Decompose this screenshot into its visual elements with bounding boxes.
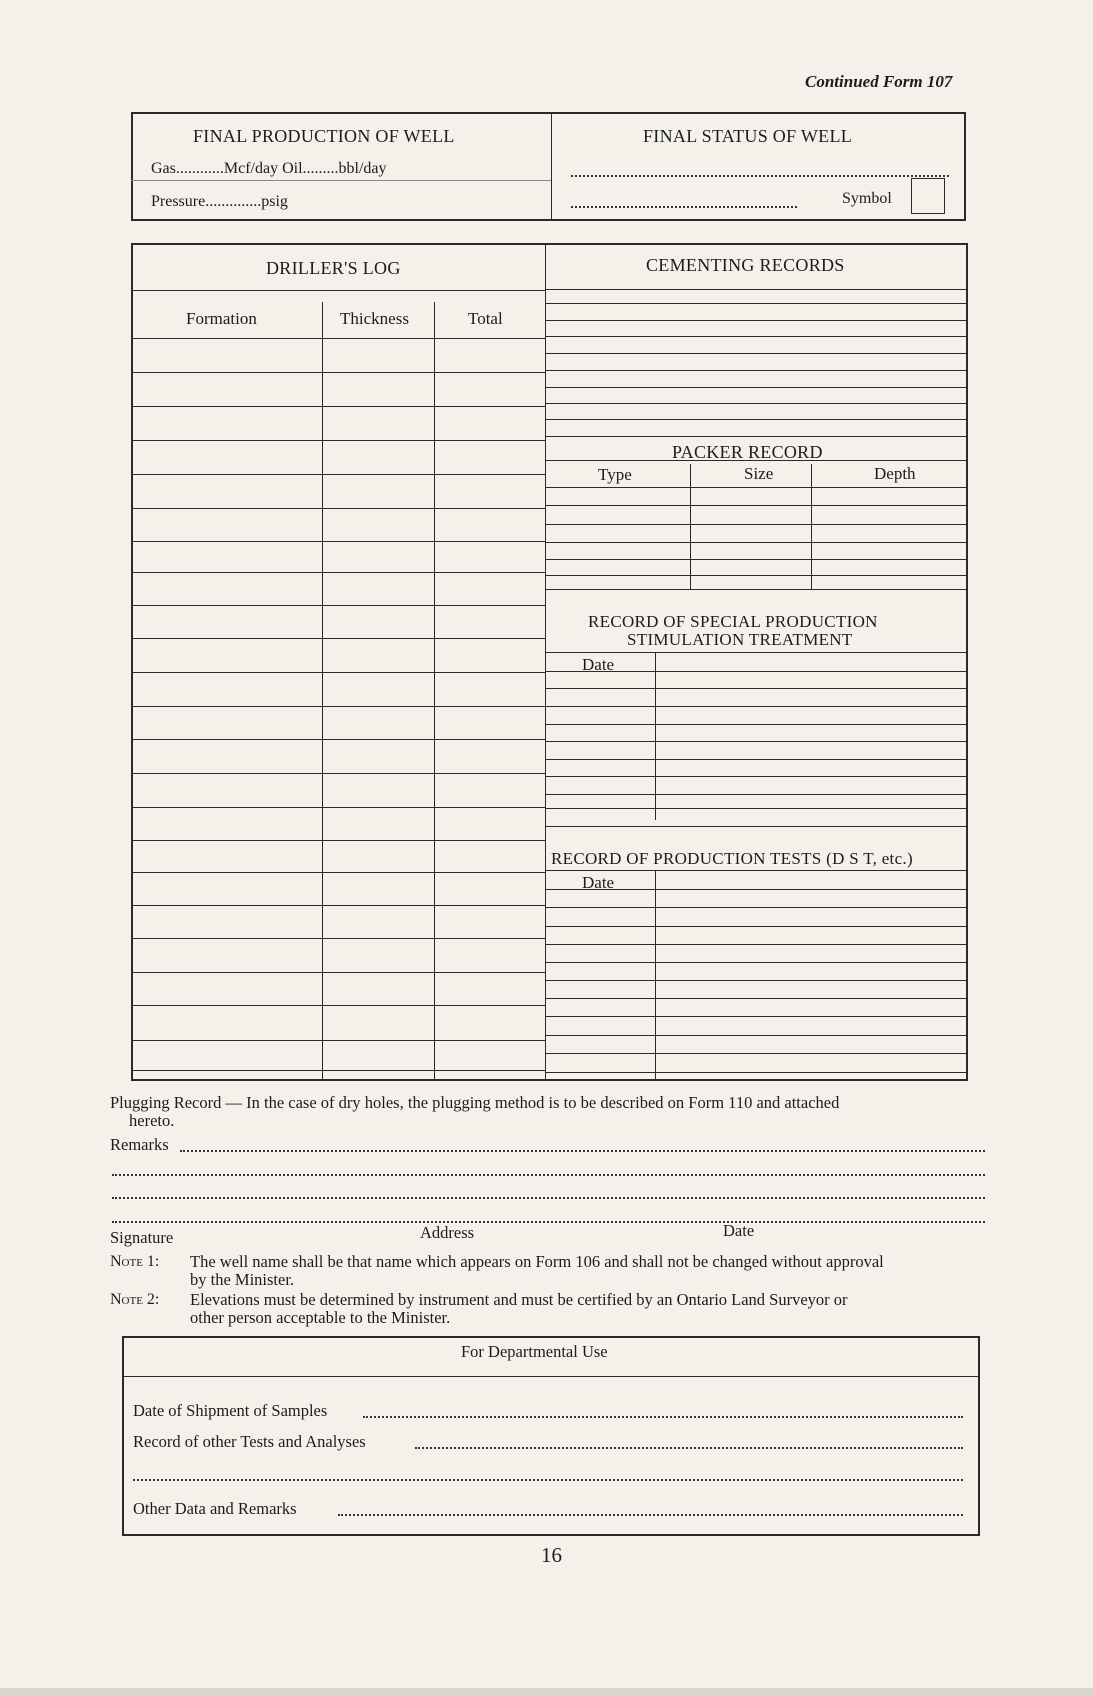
stimulation-row-line — [545, 652, 968, 653]
date-of-shipment-field[interactable] — [363, 1416, 963, 1418]
note-2-text: Elevations must be determined by instrument and must be certified by an Ontario Land Surveyor or — [190, 1290, 848, 1309]
address-label: Address — [420, 1223, 475, 1242]
main-center-divider — [545, 243, 546, 1081]
final-production-title: FINAL PRODUCTION OF WELL — [193, 126, 455, 146]
production-test-row-line — [545, 1053, 968, 1054]
note-1-text: The well name shall be that name which appears on Form 106 and shall not be changed without approval — [190, 1252, 884, 1271]
packer-depth-header: Depth — [874, 464, 916, 483]
production-test-row-line — [545, 998, 968, 999]
other-tests-field-2[interactable] — [133, 1479, 963, 1481]
packer-row-line — [545, 505, 968, 506]
drillers-log-row-line — [131, 1005, 545, 1006]
remarks-line-2[interactable] — [112, 1174, 985, 1176]
stimulation-date-header: Date — [582, 655, 615, 674]
production-test-row-line — [545, 962, 968, 963]
symbol-label: Symbol — [842, 190, 892, 207]
drillers-log-row-line — [131, 572, 545, 573]
stimulation-row-line — [545, 724, 968, 725]
packer-row-line — [545, 487, 968, 488]
production-test-row-line — [545, 1035, 968, 1036]
drillers-log-row-line — [131, 872, 545, 873]
drillers-log-row-line — [131, 840, 545, 841]
drillers-log-title: DRILLER'S LOG — [266, 258, 401, 278]
note-1-label: Note 1: — [110, 1253, 160, 1270]
production-test-row-line — [545, 1072, 968, 1073]
drillers-log-row-line — [131, 905, 545, 906]
production-test-row-line — [545, 870, 968, 871]
stimulation-row-line — [545, 794, 968, 795]
cementing-row-line — [545, 336, 968, 337]
drillers-log-row-line — [131, 605, 545, 606]
cementing-row-line — [545, 353, 968, 354]
plugging-record-text: Plugging Record — In the case of dry holes, the plugging method is to be described on Form 110 and attached — [110, 1093, 840, 1112]
total-column-header: Total — [468, 309, 503, 328]
production-test-row-line — [545, 926, 968, 927]
drillers-log-row-line — [131, 406, 545, 407]
drillers-log-row-line — [131, 938, 545, 939]
drillers-log-row-line — [131, 807, 545, 808]
other-data-field[interactable] — [338, 1514, 963, 1516]
stimulation-row-line — [545, 688, 968, 689]
production-test-row-line — [545, 944, 968, 945]
cementing-row-line — [545, 403, 968, 404]
drillers-log-row-line — [131, 706, 545, 707]
packer-row-line — [545, 589, 968, 590]
page-number: 16 — [541, 1543, 562, 1567]
drillers-log-row-line — [131, 541, 545, 542]
drillers-log-row-line — [131, 1040, 545, 1041]
drillers-log-row-line — [131, 1070, 545, 1071]
thickness-column-header: Thickness — [340, 309, 409, 328]
logs-records-box — [131, 243, 968, 1081]
final-status-title: FINAL STATUS OF WELL — [643, 126, 853, 146]
gas-oil-field[interactable]: Gas............Mcf/day Oil.........bbl/day — [151, 160, 387, 177]
drillers-log-row-line — [131, 440, 545, 441]
packer-size-header: Size — [744, 464, 774, 483]
formation-column-header: Formation — [186, 309, 257, 328]
departmental-use-title: For Departmental Use — [461, 1342, 608, 1361]
packer-row-line — [545, 575, 968, 576]
special-production-title-line2: STIMULATION TREATMENT — [627, 630, 853, 649]
cementing-row-line — [545, 289, 968, 290]
formation-thickness-divider — [322, 302, 323, 1081]
production-tests-date-divider — [655, 870, 656, 1081]
stimulation-row-line — [545, 808, 968, 809]
note-1-text-cont: by the Minister. — [190, 1270, 295, 1289]
drillers-log-row-line — [131, 474, 545, 475]
cementing-row-line — [545, 419, 968, 420]
cementing-row-line — [545, 303, 968, 304]
remarks-label: Remarks — [110, 1135, 169, 1154]
production-tests-title: RECORD OF PRODUCTION TESTS (D S T, etc.) — [551, 849, 913, 868]
remarks-line-4[interactable] — [112, 1221, 985, 1223]
packer-row-line — [545, 524, 968, 525]
special-production-title-line1: RECORD OF SPECIAL PRODUCTION — [588, 612, 878, 631]
cementing-row-line — [545, 436, 968, 437]
other-tests-label: Record of other Tests and Analyses — [133, 1432, 366, 1451]
other-data-label: Other Data and Remarks — [133, 1499, 297, 1518]
cementing-row-line — [545, 320, 968, 321]
page-bottom-edge — [0, 1688, 1093, 1696]
packer-size-depth-divider — [811, 464, 812, 589]
stimulation-row-line — [545, 671, 968, 672]
production-test-row-line — [545, 889, 968, 890]
drillers-log-row-line — [131, 773, 545, 774]
production-test-row-line — [545, 1016, 968, 1017]
drillers-log-row-line — [131, 972, 545, 973]
date-label: Date — [723, 1221, 755, 1240]
other-tests-field[interactable] — [415, 1447, 963, 1449]
symbol-box[interactable] — [911, 178, 945, 214]
drillers-log-row-line — [131, 338, 545, 339]
stimulation-row-line — [545, 776, 968, 777]
note-2-text-cont: other person acceptable to the Minister. — [190, 1308, 451, 1327]
drillers-log-row-line — [131, 739, 545, 740]
top-box-divider — [551, 112, 552, 221]
thickness-total-divider — [434, 302, 435, 1081]
final-status-line-2[interactable] — [571, 206, 797, 208]
stimulation-row-line — [545, 826, 968, 827]
drillers-log-row-line — [131, 372, 545, 373]
final-status-line-1[interactable] — [571, 175, 949, 177]
date-of-shipment-label: Date of Shipment of Samples — [133, 1401, 328, 1420]
cementing-row-line — [545, 387, 968, 388]
packer-row-line — [545, 460, 968, 461]
packer-type-size-divider — [690, 464, 691, 589]
production-test-row-line — [545, 907, 968, 908]
remarks-line-1[interactable] — [180, 1150, 985, 1152]
stimulation-row-line — [545, 759, 968, 760]
plugging-record-text-cont: hereto. — [129, 1111, 175, 1130]
drillers-log-row-line — [131, 672, 545, 673]
packer-record-title: PACKER RECORD — [672, 442, 823, 462]
stimulation-row-line — [545, 741, 968, 742]
drillers-log-row-line — [131, 638, 545, 639]
cementing-row-line — [545, 370, 968, 371]
packer-row-line — [545, 559, 968, 560]
remarks-line-3[interactable] — [112, 1197, 985, 1199]
production-test-row-line — [545, 980, 968, 981]
production-tests-date-header: Date — [582, 873, 615, 892]
continued-form-label: Continued Form 107 — [805, 72, 953, 91]
signature-label: Signature — [110, 1228, 174, 1247]
drillers-log-row-line — [131, 508, 545, 509]
packer-row-line — [545, 542, 968, 543]
stimulation-row-line — [545, 706, 968, 707]
packer-type-header: Type — [598, 465, 632, 484]
pressure-field[interactable]: Pressure..............psig — [151, 193, 288, 210]
cementing-records-title: CEMENTING RECORDS — [646, 255, 845, 275]
note-2-label: Note 2: — [110, 1291, 160, 1308]
